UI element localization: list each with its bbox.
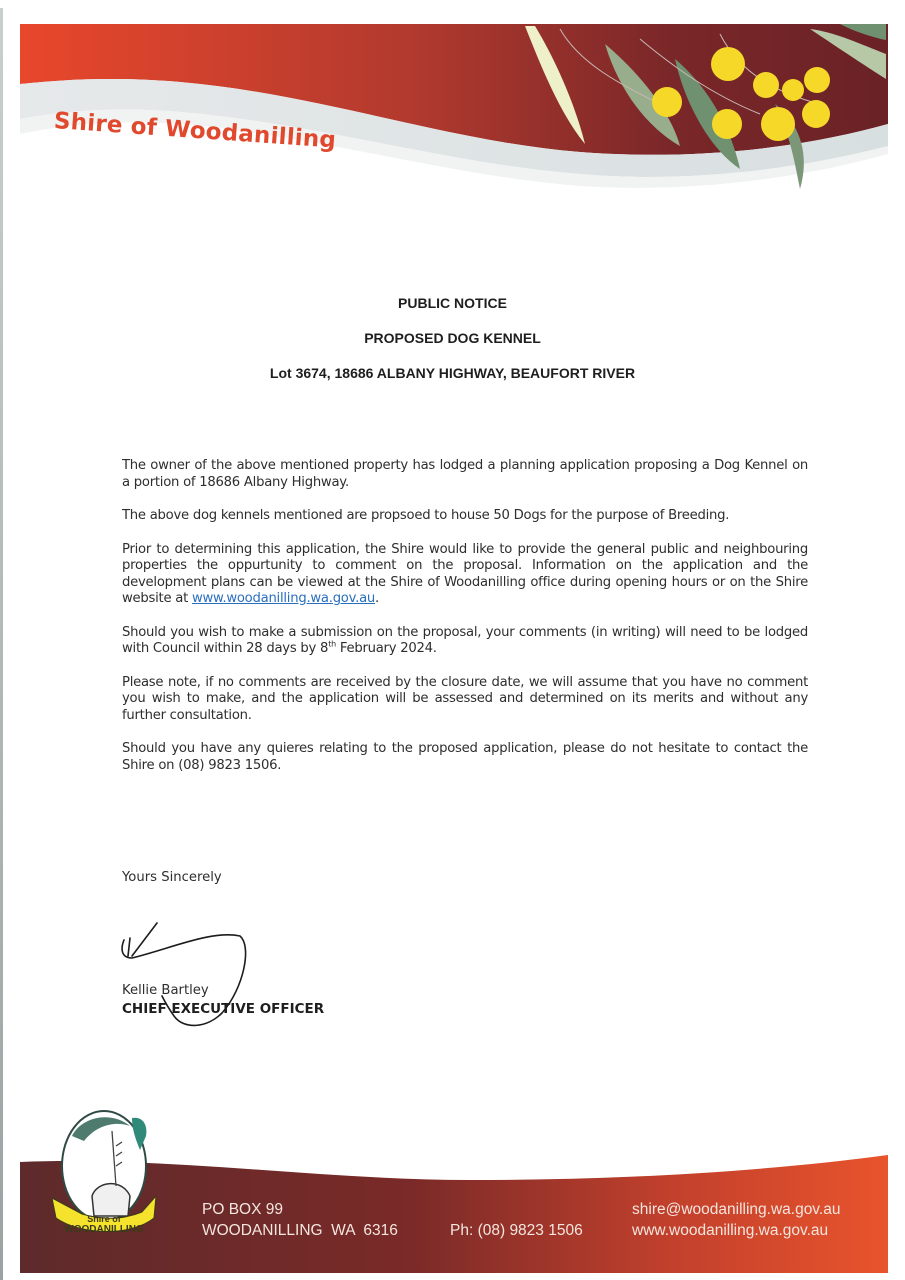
notice-body xyxy=(122,458,808,791)
ordinal-suffix: th xyxy=(328,639,336,649)
paragraph-public-comment xyxy=(122,542,808,608)
header-banner xyxy=(20,24,888,194)
signer-title: CHIEF EXECUTIVE OFFICER xyxy=(122,1001,325,1017)
footer-phone: Ph: (08) 9823 1506 xyxy=(450,1222,583,1239)
paragraph-application: The owner of the above mentioned property has lodged a planning application proposing a Dog Kennel on a portion of 18686 Albany Highway. xyxy=(122,458,808,490)
signer-name: Kellie Bartley xyxy=(122,983,209,998)
paragraph-public-comment-end: . xyxy=(375,591,379,606)
notice-headings xyxy=(0,292,905,397)
salutation: Yours Sincerely xyxy=(122,870,222,885)
shire-crest-logo xyxy=(42,1106,162,1246)
scan-edge xyxy=(0,8,3,1280)
submission-date-end: February 2024. xyxy=(335,641,437,656)
crest-text-top: Shire of xyxy=(87,1214,121,1224)
footer-email[interactable]: shire@woodanilling.wa.gov.au xyxy=(632,1201,841,1218)
town-address: WOODANILLING WA 6316 xyxy=(202,1222,398,1239)
notice-location: Lot 3674, 18686 ALBANY HIGHWAY, BEAUFORT RIVER xyxy=(269,365,636,381)
footer-website[interactable]: www.woodanilling.wa.gov.au xyxy=(632,1222,829,1239)
crest-text-bottom: WOODANILLING xyxy=(64,1224,144,1235)
banner-graphic xyxy=(20,24,888,194)
submission-text: Should you wish to make a submission on the proposal, your comments (in writing) will need to be lodged with Council within 28 days by 8 xyxy=(122,624,808,656)
notice-title: PUBLIC NOTICE xyxy=(398,295,507,311)
brand-title: Shire of Woodanilling xyxy=(53,108,337,154)
paragraph-public-comment-text: Prior to determining this application, the Shire would like to provide the general public and neighbouring properties the oppurtunity to comment on the proposal. Information on the application and the development plans can be viewed at the Shire of Woodanilling office during opening hours or on the Shire website at xyxy=(122,541,808,606)
notice-subtitle: PROPOSED DOG KENNEL xyxy=(364,330,541,346)
paragraph-enquiries: Should you have any quieres relating to the proposed application, please do not hesitate to contact the Shire on (08) 9823 1506. xyxy=(122,741,808,773)
paragraph-kennel-details: The above dog kennels mentioned are propsoed to house 50 Dogs for the purpose of Breeding. xyxy=(122,508,730,523)
footer-contact xyxy=(632,1199,840,1241)
po-box: PO BOX 99 xyxy=(202,1201,283,1218)
footer-address xyxy=(202,1199,398,1241)
paragraph-closure-note: Please note, if no comments are received by the closure date, we will assume that you have no comment you wish to make, and the application will be assessed and determined on its merits and without any further consultation. xyxy=(122,674,808,723)
paragraph-submission-deadline xyxy=(122,625,808,658)
website-link[interactable]: www.woodanilling.wa.gov.au xyxy=(191,591,376,606)
